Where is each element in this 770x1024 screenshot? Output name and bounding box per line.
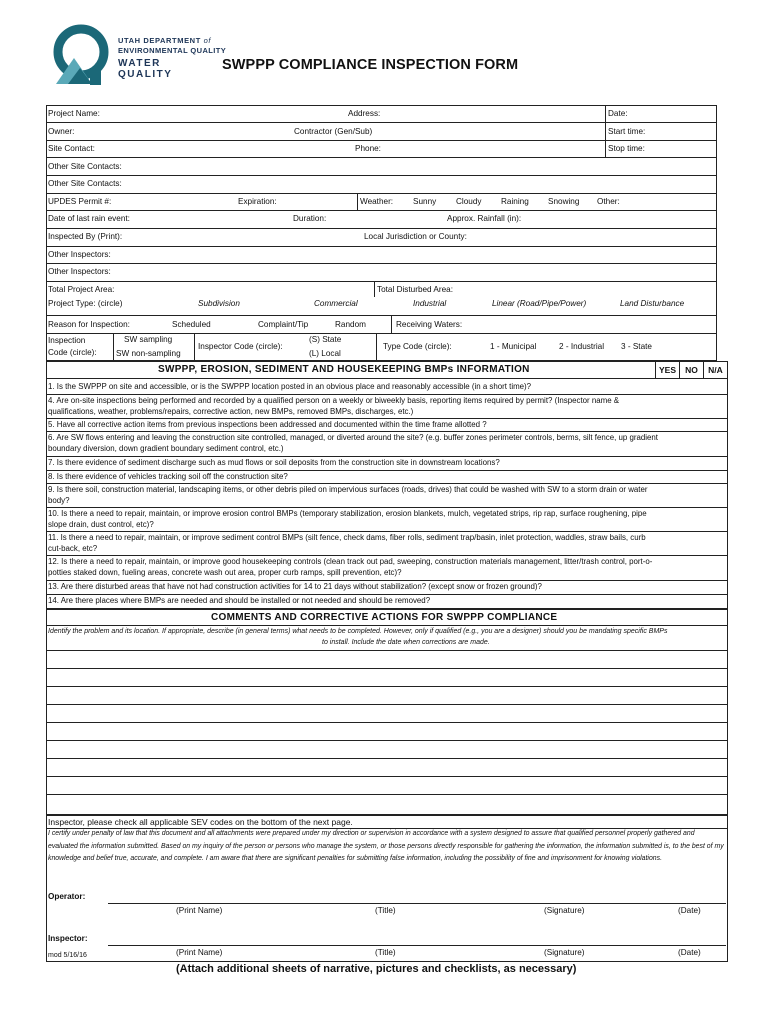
comment-line[interactable]: [46, 758, 728, 759]
comment-line[interactable]: [46, 722, 728, 723]
logo-line4: QUALITY: [118, 69, 173, 80]
project-type-subdivision[interactable]: Subdivision: [198, 299, 240, 308]
updes-permit-label: UPDES Permit #:: [48, 197, 112, 206]
sev-note: Inspector, please check all applicable SEV codes on the bottom of the next page.: [48, 817, 353, 827]
reason-complaint[interactable]: Complaint/Tip: [258, 320, 309, 329]
inspector-signature-line[interactable]: [108, 945, 726, 946]
comment-line[interactable]: [46, 776, 728, 777]
question-6: 6. Are SW flows entering and leaving the construction site controlled, managed, or diverted around the site? (e.g. buffer zones perimeter controls, berms, silt fence, up gradient boundary diversion, down gradient boundary sediment control, etc.): [48, 433, 658, 453]
inspector-code-label: Inspector Code (circle):: [198, 342, 283, 351]
reason-scheduled[interactable]: Scheduled: [172, 320, 211, 329]
comment-line[interactable]: [46, 686, 728, 687]
comment-line[interactable]: [46, 668, 728, 669]
date-label: Date:: [608, 109, 628, 118]
receiving-waters-label: Receiving Waters:: [396, 320, 463, 329]
comments-instructions-1: Identify the problem and its location. If appropriate, describe (in general terms) what needs to be completed. However, only if qualified (e.g., you are a designer) should you be mandating specific BMPs: [48, 628, 668, 635]
comment-line[interactable]: [46, 704, 728, 705]
water-quality-logo-icon: [50, 24, 112, 86]
question-9: 9. Is there soil, construction material, landscaping items, or other debris piled on impervious surfaces (roads, drives) that could be washed with SW to a storm drain or water body?: [48, 485, 648, 505]
state-option[interactable]: (S) State: [309, 335, 342, 344]
type-code-municipal[interactable]: 1 - Municipal: [490, 342, 537, 351]
question-12: 12. Is there a need to repair, maintain, or improve good housekeeping controls (clean track out pad, sweeping, construction materials management, litter/trash control, port-o-potties staked down, fueling areas, concrete wash out area, proper curb ramps, spill prevention, etc)?: [48, 557, 653, 577]
deq-logo: [50, 24, 250, 88]
rainfall-label: Approx. Rainfall (in):: [447, 214, 522, 223]
type-code-state[interactable]: 3 - State: [621, 342, 652, 351]
inspector-print-name: (Print Name): [176, 948, 223, 957]
inspector-title: (Title): [375, 948, 396, 957]
project-type-commercial[interactable]: Commercial: [314, 299, 358, 308]
no-header: NO: [685, 365, 698, 375]
operator-date: (Date): [678, 906, 701, 915]
weather-snowing[interactable]: Snowing: [548, 197, 580, 206]
stop-time-label: Stop time:: [608, 144, 645, 153]
other-inspectors-2-label: Other Inspectors:: [48, 267, 111, 276]
operator-label: Operator:: [48, 892, 86, 901]
contractor-label: Contractor (Gen/Sub): [294, 127, 373, 136]
phone-label: Phone:: [355, 144, 381, 153]
inspection-code-label-1: Inspection: [48, 336, 86, 345]
form-title: SWPPP COMPLIANCE INSPECTION FORM: [222, 57, 519, 73]
question-1: 1. Is the SWPPP on site and accessible, or is the SWPPP location posted in an obvious place and reasonably accessible (in a short time)?: [48, 382, 532, 391]
question-5: 5. Have all corrective action items from previous inspections been addressed and documented within the time frame allotted ?: [48, 420, 487, 429]
weather-raining[interactable]: Raining: [501, 197, 529, 206]
duration-label: Duration:: [293, 214, 327, 223]
mod-date: mod 5/16/16: [48, 952, 87, 959]
question-13: 13. Are there disturbed areas that have not had construction activities for 14 to 21 days without stabilization? (except snow or frozen ground)?: [48, 582, 542, 591]
total-disturbed-area-label: Total Disturbed Area:: [377, 285, 454, 294]
address-label: Address:: [348, 109, 381, 118]
project-name-label: Project Name:: [48, 109, 100, 118]
inspection-code-label-2: Code (circle):: [48, 348, 97, 357]
local-jurisdiction-label: Local Jurisdiction or County:: [364, 232, 467, 241]
other-inspectors-1-label: Other Inspectors:: [48, 250, 111, 259]
inspector-label: Inspector:: [48, 934, 88, 943]
yes-header: YES: [658, 365, 676, 375]
question-11: 11. Is there a need to repair, maintain, or improve sediment control BMPs (silt fence, check dams, fiber rolls, sediment trap/basin, inlet protection, waddles, straw bails, curb cut-back, etc?: [48, 533, 646, 553]
comment-line[interactable]: [46, 794, 728, 795]
question-7: 7. Is there evidence of sediment discharge such as mud flows or soil deposits from the construction site in downstream locations?: [48, 458, 500, 467]
owner-label: Owner:: [48, 127, 75, 136]
question-14: 14. Are there places where BMPs are needed and should be installed or not needed and should be removed?: [48, 596, 431, 605]
operator-print-name: (Print Name): [176, 906, 223, 915]
logo-line3: WATER: [118, 58, 161, 69]
expiration-label: Expiration:: [238, 197, 277, 206]
sw-sampling-option[interactable]: SW sampling: [124, 335, 173, 344]
start-time-label: Start time:: [608, 127, 646, 136]
inspector-date: (Date): [678, 948, 701, 957]
type-code-industrial[interactable]: 2 - Industrial: [559, 342, 605, 351]
footer-note: (Attach additional sheets of narrative, pictures and checklists, as necessary): [176, 963, 577, 975]
project-type-label: Project Type: (circle): [48, 299, 123, 308]
weather-other[interactable]: Other:: [597, 197, 620, 206]
question-4: 4. Are on-site inspections being performed and recorded by a qualified person on a weekly or biweekly basis, reporting items required by permit? (Inspector name & qualifications, weather, problems/repairs, corrective action, new BMPs, removed BMPs, discharges, etc.): [48, 396, 620, 416]
type-code-label: Type Code (circle):: [383, 342, 452, 351]
operator-signature-line[interactable]: [108, 903, 726, 904]
logo-line1: UTAH DEPARTMENT: [118, 36, 201, 45]
na-header: N/A: [708, 365, 723, 375]
operator-signature: (Signature): [544, 906, 585, 915]
weather-sunny[interactable]: Sunny: [413, 197, 437, 206]
question-8: 8. Is there evidence of vehicles tracking soil off the construction site?: [48, 472, 288, 481]
project-type-linear[interactable]: Linear (Road/Pipe/Power): [492, 299, 587, 308]
reason-random[interactable]: Random: [335, 320, 366, 329]
sw-non-sampling-option[interactable]: SW non-sampling: [116, 349, 181, 358]
weather-cloudy[interactable]: Cloudy: [456, 197, 482, 206]
comments-instructions-2: to install. Include the date when corrections are made.: [322, 639, 490, 646]
reason-label: Reason for Inspection:: [48, 320, 130, 329]
local-option[interactable]: (L) Local: [309, 349, 341, 358]
bmp-section-title: SWPPP, EROSION, SEDIMENT AND HOUSEKEEPING BMPs INFORMATION: [158, 364, 530, 375]
last-rain-label: Date of last rain event:: [48, 214, 130, 223]
other-site-contacts-1-label: Other Site Contacts:: [48, 162, 122, 171]
site-contact-label: Site Contact:: [48, 144, 95, 153]
certification-statement: I certify under penalty of law that this document and all attachments were prepared under my direction or supervision in accordance with a system designed to assure that qualified personnel properly gathered and evaluated the information submitted. Based on my inquiry of the person or persons who manage the system, or those persons directly responsible for gathering the information, the information submitted is, to the best of my knowledge and belief true, accurate, and complete. I am aware that there are significant penalties for submitting false information, including the possibility of fine and imprisonment for knowing violations.: [48, 830, 724, 862]
comment-line[interactable]: [46, 740, 728, 741]
question-10: 10. Is there a need to repair, maintain, or improve erosion control BMPs (temporary stabilization, erosion blankets, mulch, vegetated strips, rip rap, surface roughening, pipe slope drain, dust control, etc)?: [48, 509, 647, 529]
logo-line2: ENVIRONMENTAL QUALITY: [118, 46, 227, 55]
project-type-industrial[interactable]: Industrial: [413, 299, 447, 308]
comments-section-title: COMMENTS AND CORRECTIVE ACTIONS FOR SWPPP COMPLIANCE: [211, 612, 558, 623]
logo-of: of: [203, 36, 212, 45]
total-project-area-label: Total Project Area:: [48, 285, 115, 294]
comment-line[interactable]: [46, 650, 728, 651]
inspector-signature: (Signature): [544, 948, 585, 957]
operator-title: (Title): [375, 906, 396, 915]
project-type-land-disturbance[interactable]: Land Disturbance: [620, 299, 685, 308]
weather-label: Weather:: [360, 197, 394, 206]
other-site-contacts-2-label: Other Site Contacts:: [48, 179, 122, 188]
inspected-by-label: Inspected By (Print):: [48, 232, 123, 241]
